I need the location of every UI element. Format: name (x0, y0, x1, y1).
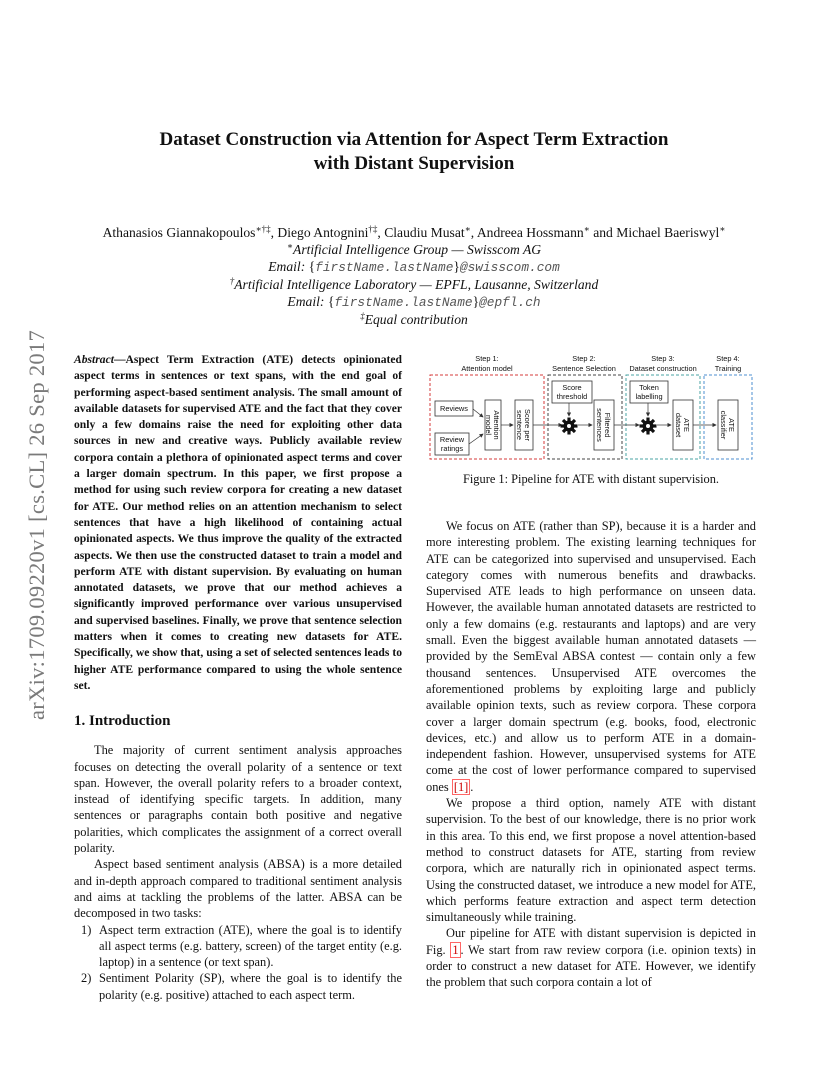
email-1 (0, 258, 828, 276)
aff-mark: † (229, 276, 235, 286)
score-label-1: Score per (523, 408, 532, 442)
brace: { (327, 294, 335, 309)
author-marks: ∗ (464, 224, 471, 234)
equal-text: Equal contribution (364, 312, 468, 327)
step1-label: Step 1: (475, 354, 499, 363)
paragraph-text: . We start from raw review corpora (i.e. opinion texts) in order to construct a new dataset for ATE. However, we identify the problem that such corpora contain a lot of (426, 942, 756, 990)
list-item (74, 970, 402, 1003)
left-column (74, 352, 402, 1003)
list-number: 2) (81, 971, 92, 986)
score-label-2: sentence (515, 410, 524, 440)
list-text: Aspect term extraction (ATE), where the goal is to identify all aspect terms (e.g. battery, screen) of the target entity (e.g. laptop) in a sentence (or text span). (99, 922, 402, 970)
attention-label-2: model (484, 414, 493, 436)
brace: } (453, 259, 460, 274)
affiliation-1 (0, 241, 828, 258)
step4-label: Step 4: (716, 354, 740, 363)
review-ratings-label-1: Review (439, 435, 465, 444)
score-threshold-label-2: threshold (556, 392, 588, 401)
attention-label-1: Attention (492, 410, 501, 440)
abstract-label: Abstract (74, 353, 114, 366)
email-label: Email: (287, 294, 325, 309)
aff-text: Artificial Intelligence Group — Swisscom AG (293, 242, 542, 257)
author-block (0, 224, 828, 328)
right-paragraph-2: We propose a third option, namely ATE with distant supervision. To the best of our knowledge, there is no prior work in this area. To this end, we first propose a novel attention-based method to construct datasets for ATE, starting from review corpora, which are naturally rich in opinionated aspect terms. Using the constructed dataset, we introduce a new model for ATE, which performs feature extraction and aspect term detection simultaneously while training. (426, 796, 756, 925)
equal-contribution (0, 311, 828, 328)
score-threshold-label-1: Score (562, 383, 582, 392)
right-paragraph-1 (426, 518, 756, 795)
brace: } (472, 294, 480, 309)
right-paragraph-3 (426, 925, 756, 990)
author-marks: ∗ (719, 224, 726, 234)
title-line-2: with Distant Supervision (313, 153, 515, 174)
pipeline-diagram (426, 352, 756, 462)
step2-name: Sentence Selection (552, 364, 616, 373)
abstract (74, 352, 402, 694)
step4-name: Training (714, 364, 742, 373)
figure-caption: Figure 1: Pipeline for ATE with distant supervision. (462, 472, 720, 486)
author-name: Athanasios Giannakopoulos (102, 225, 256, 240)
email-domain: @epfl.ch (479, 295, 541, 310)
author-sep: , (270, 225, 278, 240)
token-label-1: Token (639, 383, 659, 392)
figure-link[interactable]: 1 (452, 942, 459, 957)
aff-mark: ‡ (360, 311, 365, 321)
email-label: Email: (268, 259, 306, 274)
step3-label: Step 3: (651, 354, 675, 363)
affiliation-2 (0, 276, 828, 293)
arxiv-id: arXiv:1709.09220v1 [cs.CL] 26 Sep 2017 (24, 329, 50, 721)
author-marks: ∗†‡ (255, 224, 271, 234)
intro-paragraph-2: Aspect based sentiment analysis (ABSA) is a more detailed and in-depth approach compared to traditional sentiment analysis and aims at tackling the problems of the latter. ABSA can be decomposed in two tasks: (74, 857, 402, 921)
author-sep: , (377, 225, 385, 240)
section-heading-introduction: 1. Introduction (74, 713, 171, 730)
brace: { (308, 259, 316, 274)
paper-title (0, 128, 828, 176)
citation-link[interactable]: [1] (453, 779, 469, 794)
pipeline-figure (426, 352, 756, 462)
intro-paragraph-1: The majority of current sentiment analysis approaches focuses on detecting the overall polarity of a sentence or text span. However, the overall polarity refers to a broader context, instead of identifying specific targets. In addition, many sentences or paragraphs contain both positive and negative polarities, which complicates the assignment of a correct overall polarity. (74, 743, 402, 856)
abstract-dash: — (113, 353, 126, 366)
review-ratings-label-2: ratings (440, 444, 464, 453)
ate-dataset-label-2: dataset (674, 412, 683, 438)
list-item (74, 922, 402, 971)
step2-label: Step 2: (572, 354, 596, 363)
paragraph-end: . (470, 779, 474, 794)
filtered-label-2: sentences (595, 408, 604, 442)
email-domain: @swisscom.com (459, 260, 560, 275)
paragraph-text: We focus on ATE (rather than SP), because it is a harder and more interesting problem. The existing learning techniques for ATE can be categorized into supervised and unsupervised. Each category comes with numerous benefits and drawbacks. Supervised ATE leads to high performance on unseen data. However, the available human annotated datasets are restricted to only a few domains (e.g. restaurants and laptops) and are very small. Even the biggest available human annotated datasets — provided by the SemEval ABSA contest — contain only a few thousand sentences. Unsupervised ATE overcomes the aforementioned problems by exploiting large and publicly available opinion texts, such as review corpora. These corpora cover a larger domain spectrum (e.g. books, food, electronic devices, etc.) and allow us to perform ATE in a domain-independent fashion. However, unsupervised systems for ATE come at the cost of lower performance compared to supervised ones (426, 519, 756, 794)
email-2 (0, 293, 828, 311)
step1-name: Attention model (461, 364, 513, 373)
title-line-1: Dataset Construction via Attention for Aspect Term Extraction (159, 129, 669, 150)
task-list (74, 922, 402, 1003)
aff-mark: ∗ (286, 241, 294, 251)
arxiv-stamp (22, 290, 52, 760)
author-name: Andreea Hossmann (476, 225, 584, 240)
list-text: Sentiment Polarity (SP), where the goal is to identify the polarity (e.g. positive) attached to each aspect term. (99, 971, 402, 1002)
author-name: Diego Antognini (277, 225, 369, 240)
author-marks: †‡ (368, 224, 378, 234)
token-label-2: labelling (635, 392, 663, 401)
author-name: Claudiu Musat (384, 225, 465, 240)
email-field: firstName.lastName (315, 260, 454, 275)
ate-dataset-label-1: ATE (682, 418, 691, 432)
author-sep: and (589, 225, 617, 240)
email-field: firstName.lastName (334, 295, 473, 310)
reviews-label: Reviews (440, 404, 468, 413)
author-sep: , (470, 225, 477, 240)
abstract-text: Aspect Term Extraction (ATE) detects opinionated aspect terms in sentences or text spans, with the end goal of performing aspect-based sentiment analysis. The small amount of available datasets for supervised ATE and the fact that they cover only a few domains raise the need for exploiting other data sources in new and creative ways. Publicly available review corpora contain a plethora of opinionated aspect terms and cover a larger domain spectrum. In this paper, we first propose a method for using such review corpora for creating a new dataset for ATE. Our method relies on an attention mechanism to select sentences that have a high likelihood of containing actual opinionated aspects. We thus improve the quality of the extracted aspects. We then use the constructed dataset to train a model and perform ATE with distant supervision. By evaluating on human annotated datasets, we prove that our method achieves a significantly improved performance over various unsupervised and supervised baselines. Finally, we prove that sentence selection matters when it comes to creating new datasets for ATE. Specifically, we show that, using a set of selected sentences leads to higher ATE performance compared to using the whole sentence set. (74, 353, 402, 692)
paragraph-text: Our pipeline for ATE with distant supervision is depicted in Fig. (426, 926, 756, 957)
ate-classifier-label-1: ATE (727, 418, 736, 432)
step3-name: Dataset construction (629, 364, 697, 373)
author-name: Michael Baeriswyl (616, 225, 720, 240)
filtered-label-1: Filtered (603, 412, 612, 438)
list-number: 1) (81, 922, 92, 937)
ate-classifier-label-2: classifier (719, 410, 728, 440)
author-marks: ∗ (583, 224, 590, 234)
author-list (0, 224, 828, 241)
aff-text: Artificial Intelligence Laboratory — EPFL, Lausanne, Switzerland (234, 277, 599, 292)
gear-icon (640, 418, 657, 435)
right-column (426, 518, 756, 991)
gear-icon (561, 418, 578, 435)
